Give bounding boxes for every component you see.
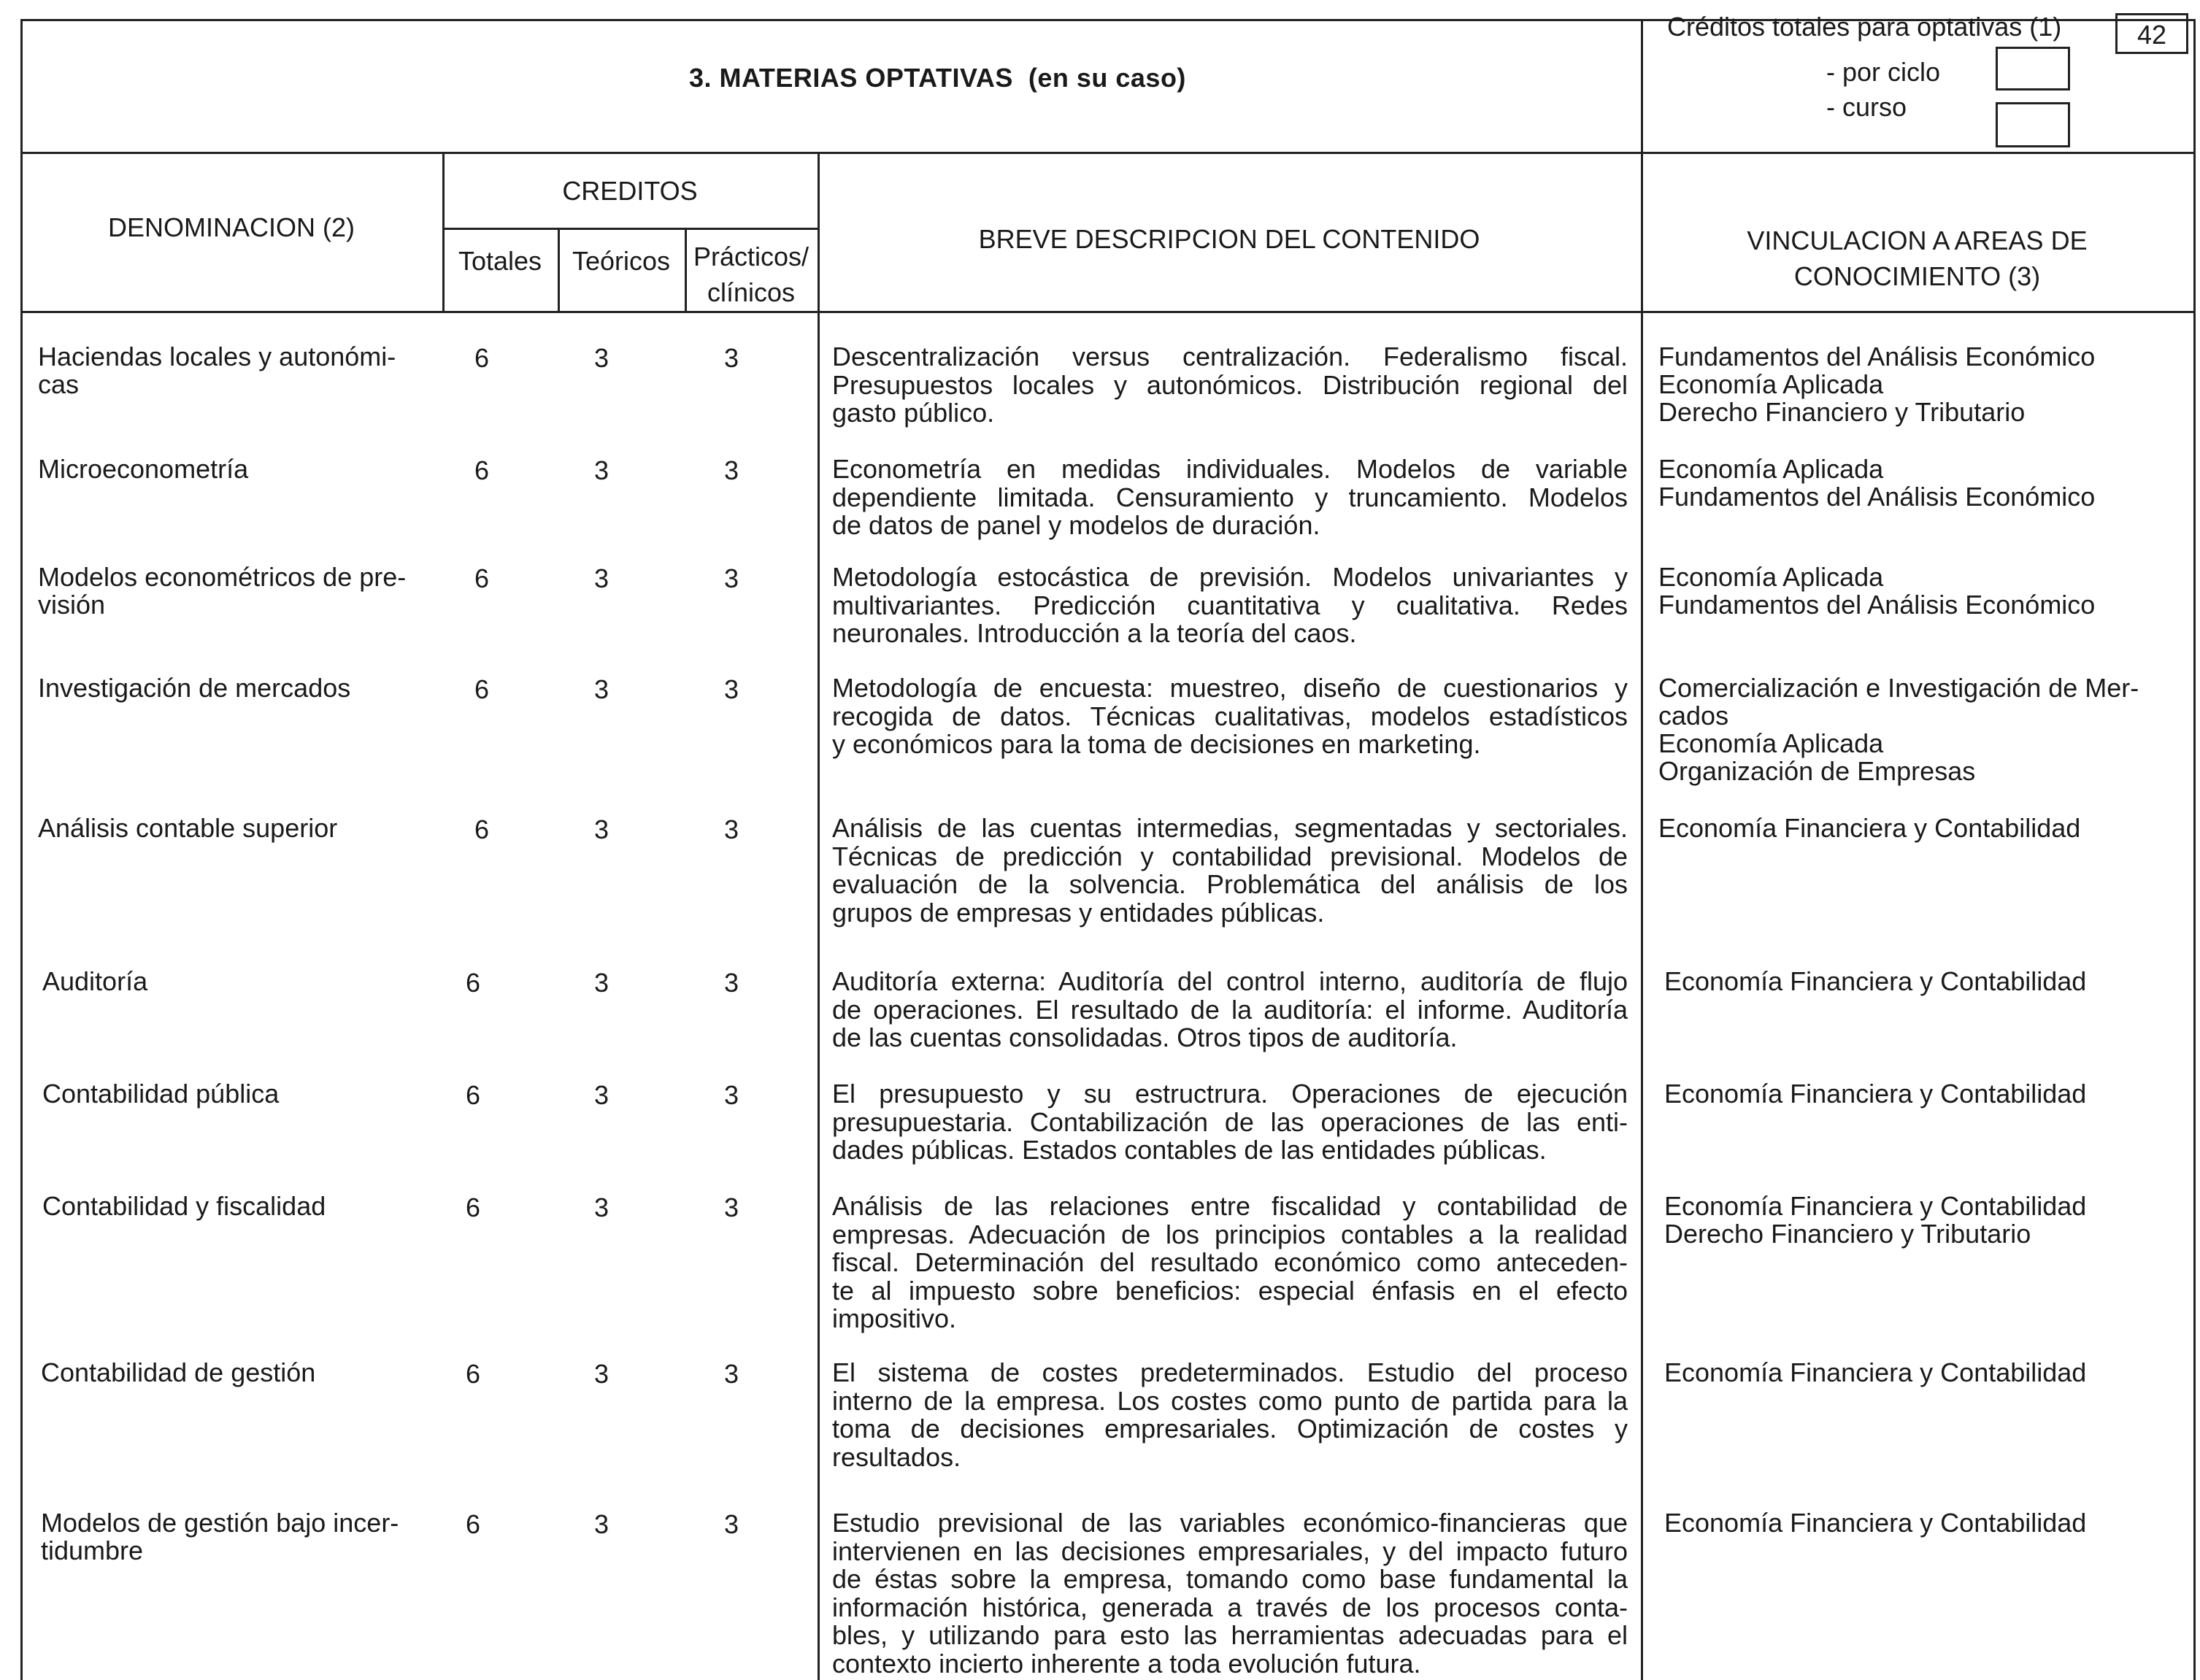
row-denominacion-line: tidumbre: [41, 1535, 144, 1565]
row-descripcion-line: Metodología de encuesta: muestreo, diseño de cuestionarios y: [832, 673, 1628, 703]
row-denominacion-line: visión: [38, 590, 106, 620]
creditos-totales-value: 42: [2136, 20, 2167, 50]
row-denominacion-line: Modelos econométricos de pre-: [38, 562, 407, 592]
row-teoricos: 3: [593, 814, 609, 844]
vinculacion-header-line2: CONOCIMIENTO (3): [1793, 261, 2041, 291]
row-denominacion: [42, 968, 440, 995]
row-practicos: 3: [723, 455, 739, 485]
row-descripcion: [832, 1080, 1628, 1165]
row-denominacion: [38, 563, 436, 619]
row-totales: 6: [465, 968, 481, 998]
row-denominacion: [42, 1080, 440, 1108]
row-vinculacion: [1664, 1509, 2190, 1537]
row-denominacion-line: Investigación de mercados: [38, 673, 351, 703]
row-descripcion-line: intervienen en las decisiones empresariales, y del impacto futuro: [832, 1535, 1628, 1566]
row-vinculacion: [1658, 343, 2184, 426]
totales-header: Totales: [458, 246, 542, 276]
row-denominacion-line: Análisis contable superior: [38, 813, 338, 843]
row-descripcion: [832, 563, 1628, 648]
row-denominacion: [38, 814, 436, 842]
col-divider-creditos: [818, 152, 820, 1680]
row-descripcion-line: fiscal. Determinación del resultado económico como anteceden-: [832, 1247, 1628, 1277]
row-totales: 6: [474, 674, 490, 704]
row-descripcion-line: Análisis de las cuentas intermedias, segmentadas y sectoriales.: [832, 813, 1628, 843]
row-descripcion-line: multivariantes. Predicción cuantitativa y cualitativa. Redes: [832, 590, 1628, 620]
practicos-header-line1: Prácticos/: [693, 242, 809, 271]
row-descripcion-line: Análisis de las relaciones entre fiscalidad y contabilidad de: [832, 1191, 1628, 1221]
row-descripcion-line: interno de la empresa. Los costes como punto de partida para la: [832, 1385, 1628, 1416]
row-descripcion: [832, 968, 1628, 1052]
row-descripcion-line: Presupuestos locales y autonómicos. Distribución regional del: [832, 369, 1628, 400]
row-practicos: 3: [723, 814, 739, 844]
row-denominacion-line: Modelos de gestión bajo incer-: [41, 1508, 399, 1538]
row-descripcion-line: impositivo.: [832, 1303, 957, 1333]
row-area: Derecho Financiero y Tributario: [1658, 397, 2026, 427]
row-practicos: 3: [723, 1080, 739, 1110]
row-practicos: 3: [723, 1509, 739, 1539]
row-area: Fundamentos del Análisis Económico: [1658, 342, 2096, 371]
descripcion-header: BREVE DESCRIPCION DEL CONTENIDO: [978, 224, 1480, 254]
row-descripcion-line: de éstas sobre la empresa, tomando como base fundamental la: [832, 1564, 1628, 1594]
creditos-header: CREDITOS: [562, 176, 698, 206]
column-header-bottom: [20, 311, 2196, 313]
row-teoricos: 3: [593, 1359, 609, 1389]
row-vinculacion: [1664, 1192, 2190, 1248]
row-area: Economía Financiera y Contabilidad: [1664, 1079, 2087, 1109]
row-descripcion-line: neuronales. Introducción a la teoría del caos.: [832, 618, 1357, 648]
right-border: [2193, 19, 2196, 1680]
row-descripcion-line: Auditoría externa: Auditoría del control interno, auditoría de flujo: [832, 966, 1628, 996]
row-descripcion-line: dependiente limitada. Censuramiento y truncamiento. Modelos: [832, 482, 1628, 512]
row-descripcion-line: El sistema de costes predeterminados. Estudio del proceso: [832, 1357, 1628, 1387]
row-totales: 6: [474, 814, 490, 844]
row-area: Fundamentos del Análisis Económico: [1658, 482, 2096, 512]
row-area: Economía Aplicada: [1658, 369, 1884, 399]
row-descripcion-line: información histórica, generada a través de los procesos conta-: [832, 1592, 1628, 1622]
row-teoricos: 3: [593, 968, 609, 998]
row-teoricos: 3: [593, 674, 609, 704]
row-descripcion-line: de las cuentas consolidadas. Otros tipos de auditoría.: [832, 1022, 1458, 1052]
row-descripcion-line: toma de decisiones empresariales. Optimización de costes y: [832, 1414, 1628, 1444]
row-practicos: 3: [723, 674, 739, 704]
left-border: [20, 19, 23, 1680]
row-teoricos: 3: [593, 1509, 609, 1539]
row-descripcion-line: resultados.: [832, 1441, 961, 1472]
row-vinculacion: [1664, 1080, 2190, 1108]
row-area: Economía Aplicada: [1658, 562, 1884, 592]
row-denominacion: [38, 343, 436, 398]
row-vinculacion: [1664, 1359, 2190, 1387]
row-teoricos: 3: [593, 1192, 609, 1222]
row-denominacion: [41, 1509, 439, 1565]
row-denominacion-line: cas: [38, 369, 80, 399]
row-area: cados: [1658, 701, 1729, 731]
row-practicos: 3: [723, 1359, 739, 1389]
row-denominacion-line: Contabilidad y fiscalidad: [42, 1191, 326, 1221]
row-descripcion: [832, 674, 1628, 759]
row-descripcion-line: Descentralización versus centralización. Federalismo fiscal.: [832, 342, 1628, 371]
row-denominacion-line: Microeconometría: [38, 454, 249, 484]
vinculacion-header: [1641, 223, 2193, 294]
row-area: Economía Financiera y Contabilidad: [1658, 813, 2081, 843]
row-descripcion-line: te al impuesto sobre beneficios: especial énfasis en el efecto: [832, 1275, 1628, 1306]
row-descripcion-line: gasto público.: [832, 398, 995, 428]
row-area: Economía Financiera y Contabilidad: [1664, 1357, 2087, 1387]
row-totales: 6: [465, 1509, 481, 1539]
row-denominacion-line: Contabilidad pública: [42, 1079, 280, 1109]
row-denominacion: [41, 1359, 439, 1387]
row-descripcion-line: dades públicas. Estados contables de las entidades públicas.: [832, 1135, 1547, 1165]
row-denominacion: [38, 455, 436, 483]
row-descripcion-line: de datos de panel y modelos de duración.: [832, 510, 1320, 540]
row-denominacion-line: Auditoría: [42, 966, 148, 996]
row-teoricos: 3: [593, 1080, 609, 1110]
practicos-header: [685, 239, 818, 310]
row-area: Organización de Empresas: [1658, 756, 1976, 786]
creditos-totales-label: Créditos totales para optativas (1): [1667, 12, 2062, 42]
row-descripcion: [832, 1509, 1628, 1678]
row-area: Economía Financiera y Contabilidad: [1664, 1508, 2087, 1538]
row-area: Economía Financiera y Contabilidad: [1664, 1191, 2087, 1221]
vinculacion-header-line1: VINCULACION A AREAS DE: [1747, 226, 2088, 255]
row-descripcion: [832, 1192, 1628, 1333]
row-totales: 6: [474, 563, 490, 593]
row-vinculacion: [1658, 814, 2184, 842]
por-ciclo-box[interactable]: [1996, 47, 2070, 90]
row-denominacion: [38, 674, 436, 702]
row-denominacion: [42, 1192, 440, 1220]
row-area: Economía Aplicada: [1658, 728, 1884, 758]
practicos-header-line2: clínicos: [707, 277, 796, 307]
row-area: Economía Aplicada: [1658, 454, 1884, 484]
row-vinculacion: [1658, 674, 2184, 785]
row-descripcion-line: Metodología estocástica de previsión. Modelos univariantes y: [832, 562, 1628, 592]
row-practicos: 3: [723, 563, 739, 593]
row-totales: 6: [474, 343, 490, 373]
row-practicos: 3: [723, 343, 739, 373]
row-descripcion-line: evaluación de la solvencia. Problemática del análisis de los: [832, 869, 1628, 899]
row-totales: 6: [465, 1192, 481, 1222]
row-totales: 6: [465, 1080, 481, 1110]
row-descripcion-line: presupuestaria. Contabilización de las operaciones de las enti-: [832, 1106, 1628, 1137]
curso-label: - curso: [1826, 92, 1907, 122]
row-descripcion-line: de operaciones. El resultado de la auditoría: el informe. Auditoría: [832, 994, 1628, 1025]
row-descripcion-line: Técnicas de predicción y contabilidad previsional. Modelos de: [832, 841, 1628, 871]
row-descripcion-line: contexto incierto inherente a toda evolución futura.: [832, 1648, 1421, 1679]
row-descripcion-line: recogida de datos. Técnicas cualitativas, modelos estadísticos: [832, 701, 1628, 731]
row-descripcion: [832, 1359, 1628, 1471]
row-area: Derecho Financiero y Tributario: [1664, 1219, 2031, 1249]
row-denominacion-line: Haciendas locales y autonómi-: [38, 342, 396, 371]
row-vinculacion: [1664, 968, 2190, 995]
row-teoricos: 3: [593, 455, 609, 485]
row-vinculacion: [1658, 563, 2184, 619]
row-area: Economía Financiera y Contabilidad: [1664, 966, 2087, 996]
row-descripcion-line: El presupuesto y su estructrura. Operaciones de ejecución: [832, 1079, 1628, 1109]
row-area: Fundamentos del Análisis Económico: [1658, 590, 2096, 620]
row-practicos: 3: [723, 968, 739, 998]
page-title: 3. MATERIAS OPTATIVAS (en su caso): [689, 63, 1186, 93]
row-descripcion-line: grupos de empresas y entidades públicas.: [832, 897, 1325, 928]
row-totales: 6: [474, 455, 490, 485]
row-teoricos: 3: [593, 343, 609, 373]
row-vinculacion: [1658, 455, 2184, 511]
row-area: Comercialización e Investigación de Mer-: [1658, 673, 2139, 703]
row-descripcion-line: empresas. Adecuación de los principios contables a la realidad: [832, 1219, 1628, 1249]
row-practicos: 3: [723, 1192, 739, 1222]
por-ciclo-label: - por ciclo: [1826, 57, 1941, 87]
row-descripcion-line: Estudio previsional de las variables económico-financieras que: [832, 1508, 1628, 1538]
row-descripcion: [832, 814, 1628, 927]
teoricos-header: Teóricos: [572, 246, 671, 276]
creditos-subheader-divider: [442, 228, 818, 230]
row-descripcion-line: Econometría en medidas individuales. Modelos de variable: [832, 454, 1628, 484]
curso-box[interactable]: [1996, 102, 2070, 147]
row-descripcion-line: bles, y utilizando para esto las herramientas adecuadas para el: [832, 1620, 1628, 1650]
row-totales: 6: [465, 1359, 481, 1389]
row-descripcion: [832, 343, 1628, 428]
row-teoricos: 3: [593, 563, 609, 593]
denominacion-header: DENOMINACION (2): [107, 212, 355, 242]
row-descripcion-line: y económicos para la toma de decisiones en marketing.: [832, 729, 1481, 759]
row-descripcion: [832, 455, 1628, 540]
row-denominacion-line: Contabilidad de gestión: [41, 1357, 316, 1387]
header-divider: [20, 152, 2196, 154]
